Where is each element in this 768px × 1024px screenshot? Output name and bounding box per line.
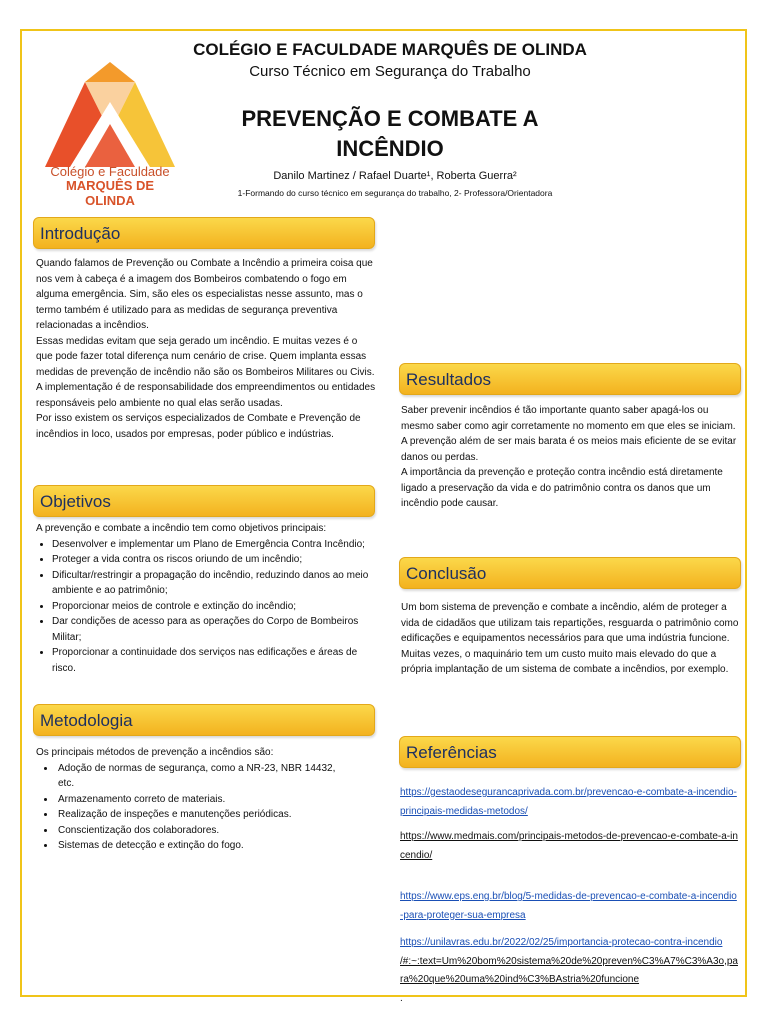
objectives-list (36, 537, 376, 677)
reference-link-4[interactable]: https://unilavras.edu.br/2022/02/25/importancia-protecao-contra-incendio (400, 937, 723, 948)
method-body (36, 745, 336, 854)
conclusion-body (401, 600, 741, 678)
authors: Danilo Martinez / Rafael Duarte¹, Roberta Guerra² (273, 170, 517, 182)
references-heading: Referências (399, 736, 741, 768)
title-line-2: INCÊNDIO (336, 136, 444, 161)
reference-link-1[interactable]: https://gestaodesegurancaprivada.com.br/prevencao-e-combate-a-incendio-principais-medidas-metodos/ (400, 787, 737, 817)
reference-trailing-dot: . (400, 992, 403, 1004)
results-body (401, 403, 741, 512)
reference-item (400, 782, 740, 819)
intro-paragraph: Quando falamos de Prevenção ou Combate a Incêndio a primeira coisa que nos vem à cabeça é a imagem dos Bombeiros combatendo o fogo em alguma emergência. Sim, são eles os especialistas nesse assunto, mas o termo também é utilizado para as medidas de segurança preventiva relacionadas a incêndios. (36, 258, 373, 331)
results-paragraph: Saber prevenir incêndios é tão importante quanto saber apagá-los ou mesmo saber como agir corretamente no momento em que eles se iniciam. (401, 405, 736, 432)
results-heading: Resultados (399, 363, 741, 395)
logo-text-line2: MARQUÊS DE OLINDA (65, 178, 155, 208)
affiliation: 1-Formando do curso técnico em segurança do trabalho, 2- Professora/Orientadora (237, 188, 553, 198)
course-name: Curso Técnico em Segurança do Trabalho (249, 63, 531, 80)
school-name: COLÉGIO E FACULDADE MARQUÊS DE OLINDA (193, 40, 587, 59)
list-item: • Dar condições de acesso para as operações do Corpo de Bombeiros Militar; (52, 614, 376, 645)
reference-link-3[interactable]: https://www.eps.eng.br/blog/5-medidas-de-prevencao-e-combate-a-incendio-para-proteger-sua-empresa (400, 891, 737, 921)
list-item: • Conscientização dos colaboradores. (56, 823, 336, 839)
objectives-heading: Objetivos (33, 485, 375, 517)
method-lead: Os principais métodos de prevenção a incêndios são: (36, 747, 274, 758)
conclusion-heading: Conclusão (399, 557, 741, 589)
intro-heading: Introdução (33, 217, 375, 249)
intro-paragraph: A implementação é de responsabilidade dos empreendimentos ou entidades responsáveis pelo ambiente no qual elas serão usadas. (36, 382, 376, 409)
reference-link-4-fragment[interactable]: /#:~:text=Um%20bom%20sistema%20de%20preven%C3%A7%C3%A3o,para%20que%20uma%20ind%C3%BAstria%20funcione (400, 955, 738, 985)
results-paragraph: A prevenção além de ser mais barata é os meios mais eficiente de se evitar danos ou perdas. (401, 436, 737, 463)
list-item: • Desenvolver e implementar um Plano de Emergência Contra Incêndio; (52, 537, 376, 553)
reference-item (400, 886, 740, 923)
results-paragraph: A importância da prevenção e proteção contra incêndio está diretamente ligado a preservação da vida e do patrimônio contra os danos que um incêndio pode causar. (401, 467, 723, 509)
conclusion-paragraph: Um bom sistema de prevenção e combate a incêndio, além de proteger a vida de cidadãos que utilizam tais repartições, resguarda o patrimônio como edificações e equipamentos necessários para que uma indústria funcione. Muitas vezes, o maquinário tem um custo muito mais elevado do que a própria implantação de um sistema de combate a incêndios, por exemplo. (401, 602, 739, 675)
title-line-1: PREVENÇÃO E COMBATE A (241, 106, 539, 131)
method-list (36, 761, 336, 854)
list-item: • Armazenamento correto de materiais. (56, 792, 336, 808)
reference-item (400, 826, 740, 863)
logo-text-line1: Colégio e Faculdade (50, 164, 170, 179)
objectives-body (36, 521, 376, 676)
intro-paragraph: Essas medidas evitam que seja gerado um incêndio. E muitas vezes é o que pode fazer total diferença num cenário de crise. Quem implanta essas medidas de prevenção de incêndio não são os Bombeiros Militares ou Civis. (36, 335, 375, 378)
reference-link-2[interactable]: https://www.medmais.com/principais-metodos-de-prevencao-e-combate-a-incendio/ (400, 831, 738, 861)
reference-item (400, 932, 740, 1006)
intro-body (36, 256, 376, 442)
list-item: • Proporcionar meios de controle e extinção do incêndio; (52, 599, 376, 615)
intro-paragraph: Por isso existem os serviços especializados de Combate e Prevenção de incêndios in loco, usados por empresas, poder público e indústrias. (36, 413, 361, 440)
list-item: • Sistemas de detecção e extinção do fogo. (56, 838, 336, 854)
method-heading: Metodologia (33, 704, 375, 736)
list-item: • Realização de inspeções e manutenções periódicas. (56, 807, 336, 823)
objectives-lead: A prevenção e combate a incêndio tem como objetivos principais: (36, 523, 327, 534)
list-item: • Dificultar/restringir a propagação do incêndio, reduzindo danos ao meio ambiente e ao patrimônio; (52, 568, 376, 599)
poster-title (200, 104, 580, 164)
list-item: • Proporcionar a continuidade dos serviços nas edificações e áreas de risco. (52, 645, 376, 676)
list-item: • Adoção de normas de segurança, como a NR-23, NBR 14432, etc. (56, 761, 336, 792)
list-item: • Proteger a vida contra os riscos oriundo de um incêndio; (52, 552, 376, 568)
